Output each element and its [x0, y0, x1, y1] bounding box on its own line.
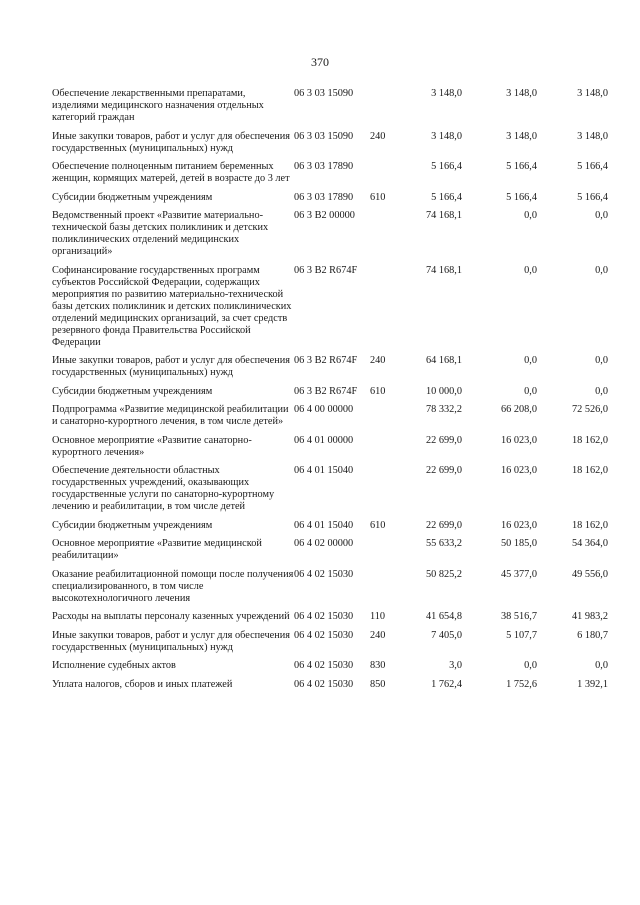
row-value-year-3: 5 166,4 [577, 191, 608, 203]
row-code: 06 4 01 00000 [294, 434, 354, 446]
row-code: 06 3 03 15090 [294, 88, 354, 99]
row-code: 06 3 03 17890 [294, 191, 354, 203]
budget-table-body [52, 88, 608, 697]
row-name: Оказание реабилитационной помощи после получения специализированного, в том числе высокотехнологичного лечения [52, 568, 294, 604]
row-value-year-3: 18 162,0 [571, 465, 608, 476]
table-row [52, 265, 608, 356]
row-expense-type: 850 [370, 678, 386, 690]
row-name: Обеспечение деятельности областных государственных учреждений, оказывающих государственные услуги по санаторно-курортному лечению и реабилитации, в том числе детей [52, 465, 275, 512]
row-value-year-2: 5 166,4 [506, 161, 537, 172]
row-value-year-3: 1 392,1 [577, 678, 608, 690]
row-name: Иные закупки товаров, работ и услуг для обеспечения государственных (муниципальных) нужд [52, 629, 290, 653]
row-expense-type [370, 265, 398, 356]
budget-table [52, 88, 608, 697]
row-code: 06 3 B2 R674F [294, 385, 358, 397]
row-value-year-2: 5 107,7 [506, 629, 537, 641]
row-code: 06 4 02 15030 [294, 660, 354, 671]
row-code: 06 4 02 15030 [294, 678, 354, 690]
row-expense-type: 610 [370, 385, 386, 397]
row-value-year-2: 16 023,0 [500, 465, 537, 476]
row-value-year-3: 6 180,7 [577, 629, 608, 641]
table-row [52, 520, 608, 539]
row-expense-type: 830 [370, 660, 386, 671]
row-code: 06 3 B2 R674F [294, 355, 358, 366]
table-row [52, 131, 608, 162]
row-value-year-2: 66 208,0 [500, 404, 537, 415]
row-value-year-1: 3,0 [449, 660, 462, 671]
row-value-year-1: 22 699,0 [425, 519, 462, 531]
row-expense-type [370, 538, 398, 569]
row-value-year-1: 1 762,4 [431, 678, 462, 690]
table-row [52, 386, 608, 405]
row-value-year-2: 0,0 [524, 385, 537, 397]
row-code: 06 4 02 15030 [294, 629, 354, 641]
row-name: Софинансирование государственных программ субъектов Российской Федерации, содержащих мероприятия по развитию материально-технической базы детских поликлиник и детских поликлинических отделений медицинских организаций, за счет средств резервного фонда Правительства Российской Федерации [52, 264, 292, 348]
row-value-year-2: 0,0 [524, 355, 537, 366]
row-expense-type [370, 404, 398, 435]
row-name: Обеспечение полноценным питанием беременных женщин, кормящих матерей, детей в возрасте до 3 лет [52, 161, 290, 184]
row-value-year-2: 3 148,0 [506, 88, 537, 99]
row-expense-type: 110 [370, 611, 386, 622]
row-name: Уплата налогов, сборов и иных платежей [52, 678, 233, 690]
row-expense-type [370, 569, 398, 612]
row-value-year-1: 22 699,0 [425, 465, 462, 476]
row-value-year-1: 78 332,2 [425, 404, 462, 415]
row-value-year-3: 0,0 [595, 660, 608, 671]
row-value-year-1: 10 000,0 [425, 385, 462, 397]
row-value-year-1: 22 699,0 [425, 434, 462, 446]
row-value-year-1: 41 654,8 [425, 611, 462, 622]
row-value-year-1: 5 166,4 [431, 191, 462, 203]
row-value-year-2: 0,0 [524, 264, 537, 276]
row-expense-type [370, 161, 398, 192]
table-row [52, 538, 608, 569]
row-name: Субсидии бюджетным учреждениям [52, 519, 213, 531]
row-expense-type [370, 465, 398, 520]
row-value-year-1: 3 148,0 [431, 88, 462, 99]
row-name: Обеспечение лекарственными препаратами, изделиями медицинского назначения отдельных категорий граждан [52, 88, 264, 123]
row-value-year-3: 49 556,0 [571, 568, 608, 580]
row-value-year-3: 0,0 [595, 355, 608, 366]
table-row [52, 210, 608, 265]
row-code: 06 3 03 15090 [294, 130, 354, 142]
row-value-year-1: 64 168,1 [425, 355, 462, 366]
table-row [52, 630, 608, 661]
row-value-year-2: 16 023,0 [500, 519, 537, 531]
table-row [52, 611, 608, 630]
row-name: Исполнение судебных актов [52, 660, 176, 671]
row-value-year-3: 41 983,2 [571, 611, 608, 622]
row-value-year-1: 74 168,1 [425, 210, 462, 221]
row-value-year-3: 54 364,0 [571, 538, 608, 549]
row-value-year-2: 5 166,4 [506, 191, 537, 203]
row-value-year-3: 18 162,0 [571, 434, 608, 446]
row-value-year-3: 0,0 [595, 264, 608, 276]
row-code: 06 3 03 17890 [294, 161, 354, 172]
row-value-year-3: 0,0 [595, 210, 608, 221]
table-row [52, 435, 608, 466]
row-expense-type: 240 [370, 629, 386, 641]
row-code: 06 4 01 15040 [294, 465, 354, 476]
row-code: 06 4 00 00000 [294, 404, 354, 415]
row-code: 06 4 02 15030 [294, 611, 354, 622]
row-value-year-2: 0,0 [524, 210, 537, 221]
row-name: Субсидии бюджетным учреждениям [52, 191, 213, 203]
row-code: 06 4 01 15040 [294, 519, 354, 531]
row-value-year-1: 3 148,0 [431, 130, 462, 142]
table-row [52, 679, 608, 698]
row-value-year-3: 72 526,0 [571, 404, 608, 415]
row-name: Расходы на выплаты персоналу казенных учреждений [52, 611, 290, 622]
row-expense-type [370, 88, 398, 131]
row-value-year-1: 55 633,2 [425, 538, 462, 549]
row-value-year-3: 18 162,0 [571, 519, 608, 531]
row-code: 06 4 02 00000 [294, 538, 354, 549]
table-row [52, 355, 608, 386]
row-value-year-2: 45 377,0 [500, 568, 537, 580]
row-value-year-3: 3 148,0 [577, 130, 608, 142]
row-value-year-2: 1 752,6 [506, 678, 537, 690]
row-name: Основное мероприятие «Развитие санаторно-курортного лечения» [52, 434, 252, 458]
row-value-year-1: 7 405,0 [431, 629, 462, 641]
row-name: Ведомственный проект «Развитие материально-технической базы детских поликлиник и детских поликлинических отделений медицинских организаций» [52, 210, 269, 257]
row-value-year-3: 0,0 [595, 385, 608, 397]
row-value-year-2: 38 516,7 [500, 611, 537, 622]
page-number: 370 [311, 55, 329, 69]
row-expense-type [370, 435, 398, 466]
row-name: Основное мероприятие «Развитие медицинской реабилитации» [52, 538, 262, 561]
row-expense-type: 240 [370, 355, 386, 366]
table-row [52, 660, 608, 679]
row-expense-type: 610 [370, 191, 386, 203]
row-code: 06 4 02 15030 [294, 568, 354, 580]
row-code: 06 3 B2 00000 [294, 210, 355, 221]
table-row [52, 161, 608, 192]
row-expense-type [370, 210, 398, 265]
row-value-year-1: 5 166,4 [431, 161, 462, 172]
row-name: Субсидии бюджетным учреждениям [52, 385, 213, 397]
table-row [52, 404, 608, 435]
row-value-year-3: 3 148,0 [577, 88, 608, 99]
row-value-year-2: 50 185,0 [500, 538, 537, 549]
row-value-year-1: 74 168,1 [425, 264, 462, 276]
row-value-year-1: 50 825,2 [425, 568, 462, 580]
table-row [52, 88, 608, 131]
row-value-year-3: 5 166,4 [577, 161, 608, 172]
row-expense-type: 610 [370, 519, 386, 531]
row-value-year-2: 3 148,0 [506, 130, 537, 142]
row-name: Иные закупки товаров, работ и услуг для обеспечения государственных (муниципальных) нужд [52, 130, 290, 154]
row-value-year-2: 0,0 [524, 660, 537, 671]
row-expense-type: 240 [370, 130, 386, 142]
table-row [52, 192, 608, 211]
table-row [52, 465, 608, 520]
table-row [52, 569, 608, 612]
row-name: Подпрограмма «Развитие медицинской реабилитации и санаторно-курортного лечения, в том числе детей» [52, 404, 289, 427]
row-name: Иные закупки товаров, работ и услуг для обеспечения государственных (муниципальных) нужд [52, 355, 290, 378]
row-value-year-2: 16 023,0 [500, 434, 537, 446]
row-code: 06 3 B2 R674F [294, 264, 358, 276]
